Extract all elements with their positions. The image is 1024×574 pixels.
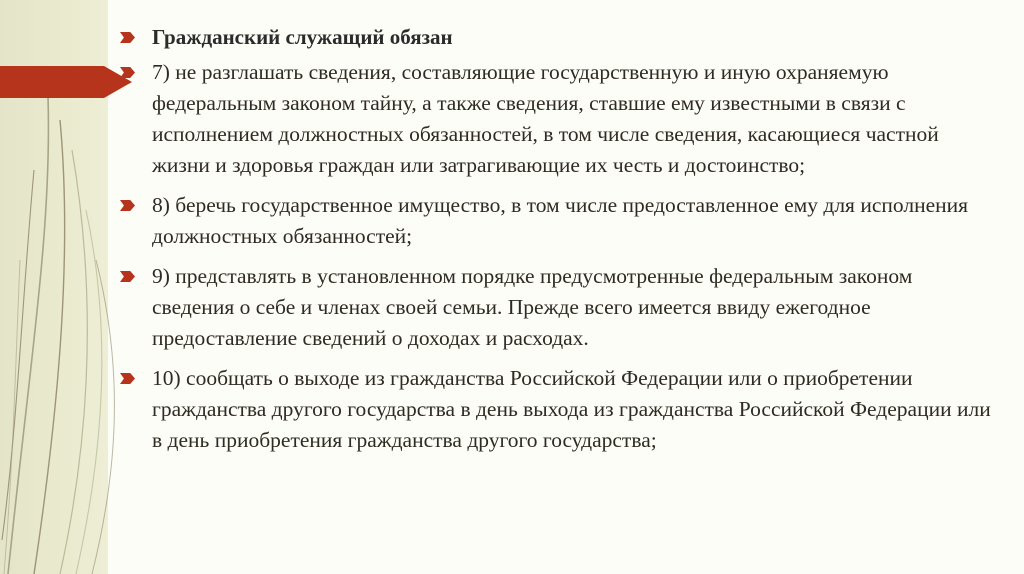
list-item-heading bbox=[108, 22, 998, 53]
slide-content bbox=[108, 0, 1024, 574]
list-item-text: 7) не разглашать сведения, составляющие государственную и иную охраняемую федеральным законом тайну, а также сведения, ставшие ему известными в связи с исполнением должностных обязанностей, в том числе сведения, касающиеся частной жизни и здоровья граждан или затрагивающие их честь и достоинство; bbox=[152, 60, 939, 177]
list-item-text: 8) беречь государственное имущество, в том числе предоставленное ему для исполнения должностных обязанностей; bbox=[152, 193, 969, 248]
list-item bbox=[108, 363, 998, 456]
list-item bbox=[108, 261, 998, 354]
list-item-text: 10) сообщать о выходе из гражданства Российской Федерации или о приобретении гражданства другого государства в день выхода из гражданства Российской Федерации или в день приобретения гражданства другого государства; bbox=[152, 366, 991, 452]
list-item-text: 9) представлять в установленном порядке предусмотренные федеральным законом сведения о себе и членах своей семьи. Прежде всего имеется ввиду ежегодное предоставление сведений о доходах и расходах. bbox=[152, 264, 913, 350]
heading-text: Гражданский служащий обязан bbox=[152, 25, 453, 49]
list-item bbox=[108, 190, 998, 252]
list-item bbox=[108, 57, 998, 181]
bullet-list bbox=[108, 22, 998, 465]
